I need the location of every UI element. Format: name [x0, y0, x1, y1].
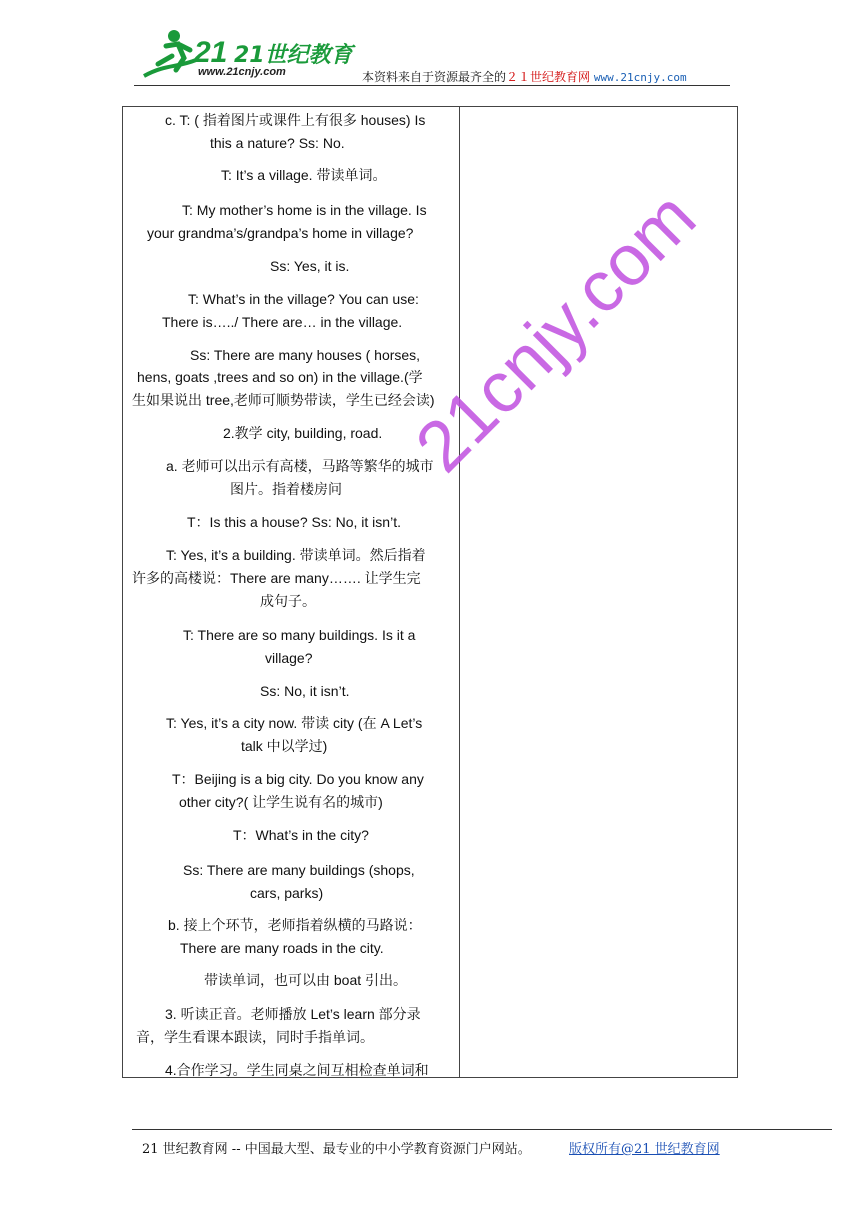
- text-line: Ss: There are many buildings (shops,: [183, 862, 415, 878]
- text-line: hens, goats ,trees and so on) in the village.(学: [137, 369, 423, 385]
- text-line: c. T: ( 指着图片或课件上有很多 houses) Is: [165, 112, 426, 128]
- text-line: T: Yes, it’s a building. 带读单词。然后指着: [166, 547, 426, 563]
- lesson-table: [122, 106, 738, 1078]
- text-line: 生如果说出 tree,老师可顺势带读，学生已经会读): [132, 392, 435, 408]
- column-divider: [459, 107, 460, 1077]
- footer-divider: [132, 1129, 832, 1130]
- header-note-site[interactable]: www.21cnjy.com: [593, 71, 687, 84]
- text-line: T: My mother’s home is in the village. Is: [182, 202, 427, 218]
- logo-url: www.21cnjy.com: [198, 66, 286, 78]
- text-line: this a nature? Ss: No.: [210, 135, 345, 151]
- header-divider: [134, 85, 730, 86]
- header-note-red: ２１世纪教育网: [506, 70, 591, 84]
- text-line: 许多的高楼说：There are many……. 让学生完: [132, 570, 421, 586]
- text-line: T: There are so many buildings. Is it a: [183, 627, 416, 643]
- text-line: T：Beijing is a big city. Do you know any: [172, 771, 424, 787]
- text-line: a. 老师可以出示有高楼，马路等繁华的城市: [166, 458, 434, 474]
- text-line: There are many roads in the city.: [180, 940, 384, 956]
- footer-copyright-link[interactable]: 版权所有@21 世纪教育网: [569, 1142, 720, 1157]
- lesson-cell: [123, 107, 459, 1077]
- text-line: Ss: Yes, it is.: [270, 258, 350, 274]
- watermark-text: 21cnjy.com: [400, 176, 711, 488]
- text-line: 图片。指着楼房问: [230, 481, 342, 497]
- text-line: Ss: No, it isn’t.: [260, 683, 350, 699]
- text-line: your grandma’s/grandpa’s home in village?: [147, 225, 414, 241]
- text-line: T: It’s a village. 带读单词。: [221, 167, 387, 183]
- text-line: 2.教学 city, building, road.: [223, 425, 383, 441]
- text-line: 3. 听读正音。老师播放 Let’s learn 部分录: [165, 1006, 421, 1022]
- text-line: 成句子。: [260, 593, 316, 609]
- text-line: talk 中以学过): [241, 738, 328, 754]
- logo-title: 21世纪教育: [234, 43, 353, 68]
- footer-note: 21 世纪教育网 -- 中国最大型、最专业的中小学教育资源门户网站。: [142, 1142, 531, 1157]
- text-line: cars, parks): [250, 885, 324, 901]
- site-logo: [136, 24, 353, 88]
- text-line: 带读单词，也可以由 boat 引出。: [204, 972, 408, 988]
- header-note: [362, 68, 687, 85]
- text-line: T: Yes, it’s a city now. 带读 city (在 A Let’s: [166, 715, 423, 731]
- text-line: 音，学生看课本跟读，同时手指单词。: [136, 1029, 374, 1045]
- text-line: T: What’s in the village? You can use:: [188, 291, 419, 307]
- text-line: other city?( 让学生说有名的城市): [179, 794, 383, 810]
- svg-text:21: 21: [194, 36, 228, 69]
- text-line: Ss: There are many houses ( horses,: [190, 347, 421, 363]
- text-line: T：Is this a house? Ss: No, it isn’t.: [187, 514, 401, 530]
- text-line: b. 接上个环节，老师指着纵横的马路说：: [168, 917, 422, 933]
- text-line: 4.合作学习。学生同桌之间互相检查单词和: [165, 1062, 429, 1077]
- header-note-prefix: 本资料来自于资源最齐全的: [362, 70, 507, 84]
- text-line: village?: [265, 650, 313, 666]
- text-line: T：What’s in the city?: [233, 827, 369, 843]
- text-line: There is…../ There are… in the village.: [162, 314, 403, 330]
